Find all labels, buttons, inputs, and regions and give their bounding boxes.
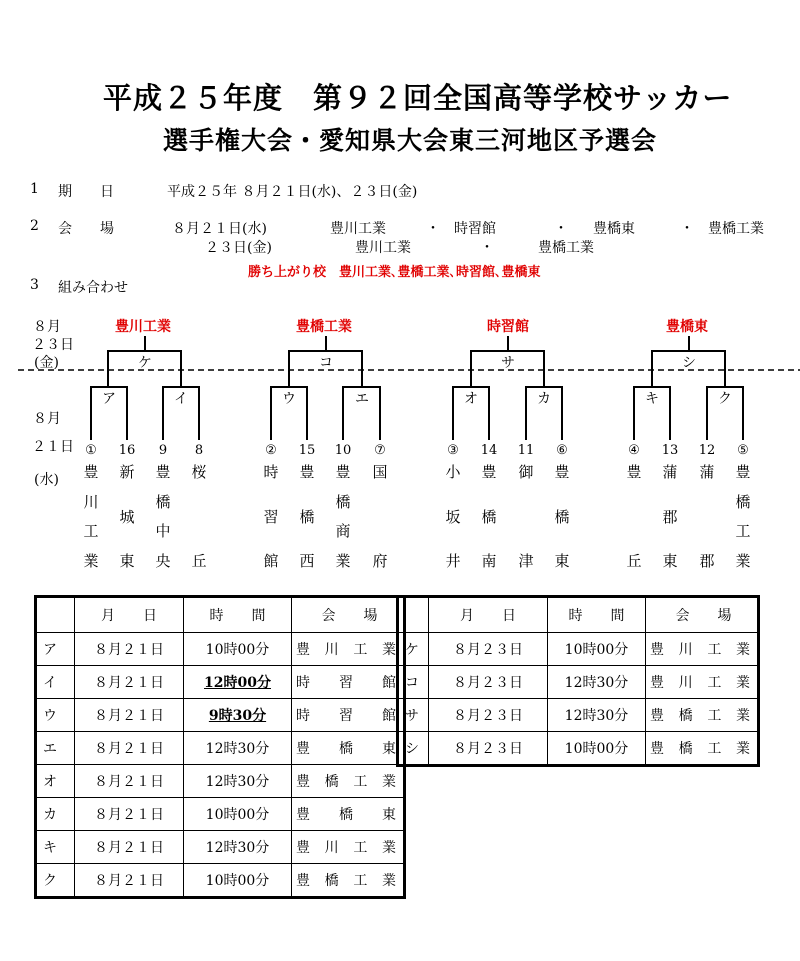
venue-char: 業 bbox=[735, 642, 750, 658]
venue-day1-site: 豊橋工業 bbox=[708, 221, 764, 237]
venue-char: 工 bbox=[353, 840, 368, 856]
team-seed: 13 bbox=[661, 443, 679, 458]
venue-char: 業 bbox=[381, 774, 396, 790]
period-value: 平成２５年 ８月２１日(水)、２３日(金) bbox=[167, 184, 418, 200]
venue-day2-site: 豊川工業 bbox=[355, 240, 411, 256]
venue-number: 2 bbox=[30, 218, 39, 234]
match-cell: エ bbox=[36, 732, 75, 765]
team-name-char: 南 bbox=[481, 552, 497, 570]
venue-char: 業 bbox=[735, 741, 750, 757]
venue-char: 業 bbox=[381, 840, 396, 856]
team-seed: ⑤ bbox=[737, 443, 749, 458]
team-name-char: 豊 bbox=[626, 463, 642, 481]
date-cell: ８月２３日 bbox=[429, 666, 548, 699]
match-label: ウ bbox=[282, 391, 296, 407]
venue-char: 川 bbox=[678, 675, 693, 691]
schedule-table-right bbox=[396, 595, 760, 767]
table-row bbox=[36, 831, 405, 864]
venue-cell bbox=[292, 732, 405, 765]
venue-char: 業 bbox=[381, 873, 396, 889]
venue-day2-date: ２３日(金) bbox=[205, 240, 272, 256]
venue-day1-date: ８月２１日(水) bbox=[172, 221, 267, 237]
team-name-char: 橋 bbox=[155, 493, 171, 511]
table-row bbox=[36, 765, 405, 798]
venue-separator: ・ bbox=[554, 221, 568, 237]
venue-char: 工 bbox=[353, 774, 368, 790]
period-number: 1 bbox=[30, 181, 39, 197]
match-cell: ケ bbox=[398, 633, 429, 666]
team-name-char: 桜 bbox=[191, 463, 207, 481]
team-name-char: 商 bbox=[335, 522, 351, 540]
team-name-char: 業 bbox=[83, 552, 99, 570]
team-name-char: 橋 bbox=[554, 508, 570, 526]
date-cell: ８月２１日 bbox=[75, 633, 184, 666]
venue-char: 豊 bbox=[296, 840, 310, 856]
venue-char: 工 bbox=[707, 642, 722, 658]
venue-char: 工 bbox=[353, 642, 368, 658]
team-seed: 11 bbox=[517, 443, 535, 458]
date-cell: ８月２１日 bbox=[75, 699, 184, 732]
match-cell: ア bbox=[36, 633, 75, 666]
bracket-winner: 豊橋工業 bbox=[296, 319, 352, 335]
team-seed: ⑦ bbox=[374, 443, 386, 458]
team-seed: 15 bbox=[298, 443, 316, 458]
team-seed: ⑥ bbox=[556, 443, 568, 458]
venue-char: 豊 bbox=[650, 741, 664, 757]
day2-day: ２３日 bbox=[32, 337, 74, 353]
day1-day: ２１日 bbox=[32, 439, 74, 455]
winners-note: 勝ち上がり校 豊川工業､豊橋工業､時習館､豊橋東 bbox=[248, 265, 541, 280]
time-cell: 10時00分 bbox=[184, 798, 292, 831]
match-label: ク bbox=[718, 391, 732, 407]
table-row bbox=[398, 699, 759, 732]
venue-char: 橋 bbox=[678, 708, 693, 724]
match-cell: ク bbox=[36, 864, 75, 898]
time-cell bbox=[184, 699, 292, 732]
venue-char: 工 bbox=[353, 873, 368, 889]
match-label: カ bbox=[537, 391, 551, 407]
team-name-char: 橋 bbox=[335, 493, 351, 511]
team-name-char: 工 bbox=[735, 522, 751, 540]
team-name-char: 坂 bbox=[445, 508, 461, 526]
venue-cell bbox=[292, 864, 405, 898]
team-name-char: 習 bbox=[263, 508, 279, 526]
header-cell: 時 間 bbox=[548, 597, 646, 633]
venue-char: 橋 bbox=[339, 807, 353, 823]
date-cell: ８月２１日 bbox=[75, 864, 184, 898]
header-cell: 会 場 bbox=[646, 597, 759, 633]
venue-char: 業 bbox=[735, 708, 750, 724]
day2-weekday: (金) bbox=[34, 355, 59, 371]
team-name-char: 蒲 bbox=[699, 463, 715, 481]
team-name-char: 丘 bbox=[626, 552, 642, 570]
team-name-char: 業 bbox=[735, 552, 751, 570]
team-name-char: 豊 bbox=[554, 463, 570, 481]
match-label: シ bbox=[682, 355, 696, 371]
venue-char: 橋 bbox=[678, 741, 693, 757]
venue-cell bbox=[646, 699, 759, 732]
team-name-char: 井 bbox=[445, 552, 461, 570]
venue-cell bbox=[292, 798, 405, 831]
team-name-char: 時 bbox=[263, 463, 279, 481]
team-seed: 12 bbox=[698, 443, 716, 458]
team-seed: 9 bbox=[158, 443, 168, 458]
team-name-char: 東 bbox=[554, 552, 570, 570]
time-cell: 10時00分 bbox=[184, 864, 292, 898]
venue-char: 工 bbox=[707, 741, 722, 757]
match-label: イ bbox=[174, 391, 188, 407]
team-name-char: 国 bbox=[372, 463, 388, 481]
time-emphasis: 12時00分 bbox=[204, 675, 271, 691]
match-cell: オ bbox=[36, 765, 75, 798]
match-cell: シ bbox=[398, 732, 429, 766]
venue-day1-site: 豊川工業 bbox=[330, 221, 386, 237]
date-cell: ８月２１日 bbox=[75, 798, 184, 831]
combo-number: 3 bbox=[30, 277, 39, 293]
schedule-table-left bbox=[34, 595, 406, 899]
team-name-char: 中 bbox=[155, 522, 171, 540]
venue-cell bbox=[646, 732, 759, 766]
match-label: コ bbox=[319, 355, 333, 371]
team-name-char: 西 bbox=[299, 552, 315, 570]
match-label: オ bbox=[464, 391, 478, 407]
team-name-char: 川 bbox=[83, 493, 99, 511]
time-cell: 12時30分 bbox=[184, 765, 292, 798]
time-cell bbox=[184, 666, 292, 699]
page-title: 平成２５年度 第９２回全国高等学校サッカー bbox=[103, 81, 733, 115]
match-label: エ bbox=[355, 391, 369, 407]
match-cell: カ bbox=[36, 798, 75, 831]
time-cell: 12時30分 bbox=[184, 831, 292, 864]
time-cell: 10時00分 bbox=[548, 732, 646, 766]
venue-char: 習 bbox=[339, 708, 353, 724]
venue-char: 東 bbox=[382, 807, 396, 823]
schedule-right-body bbox=[398, 633, 759, 766]
venue-char: 東 bbox=[382, 741, 396, 757]
match-label: キ bbox=[645, 391, 659, 407]
venue-separator: ・ bbox=[426, 221, 440, 237]
table-row bbox=[398, 732, 759, 766]
venue-char: 業 bbox=[735, 675, 750, 691]
venue-char: 工 bbox=[707, 675, 722, 691]
header-cell: 時 間 bbox=[184, 597, 292, 633]
venue-cell bbox=[292, 831, 405, 864]
venue-char: 豊 bbox=[296, 873, 310, 889]
match-label: サ bbox=[501, 355, 515, 371]
team-name-char: 豊 bbox=[735, 463, 751, 481]
team-name-char: 豊 bbox=[335, 463, 351, 481]
team-name-char: 御 bbox=[518, 463, 534, 481]
combo-label: 組み合わせ bbox=[58, 280, 128, 296]
table-header-row bbox=[398, 597, 759, 633]
match-cell: コ bbox=[398, 666, 429, 699]
venue-char: 橋 bbox=[324, 873, 339, 889]
venue-separator: ・ bbox=[680, 221, 694, 237]
day1-weekday: (水) bbox=[34, 472, 59, 488]
team-name-char: 新 bbox=[119, 463, 135, 481]
table-row bbox=[36, 666, 405, 699]
team-seed: 16 bbox=[118, 443, 136, 458]
venue-char: 豊 bbox=[296, 741, 310, 757]
time-cell: 12時30分 bbox=[548, 699, 646, 732]
team-name-char: 豊 bbox=[299, 463, 315, 481]
team-name-char: 蒲 bbox=[662, 463, 678, 481]
venue-cell bbox=[292, 699, 405, 732]
bracket-winner: 時習館 bbox=[487, 319, 529, 335]
venue-day1-site: 豊橋東 bbox=[593, 221, 635, 237]
header-cell: 会 場 bbox=[292, 597, 405, 633]
team-seed: 10 bbox=[334, 443, 352, 458]
table-row bbox=[36, 633, 405, 666]
day2-month: ８月 bbox=[33, 319, 61, 335]
team-name-char: 工 bbox=[83, 522, 99, 540]
venue-char: 時 bbox=[296, 675, 310, 691]
date-cell: ８月２１日 bbox=[75, 732, 184, 765]
team-name-char: 東 bbox=[119, 552, 135, 570]
table-row bbox=[36, 798, 405, 831]
page-subtitle: 選手権大会・愛知県大会東三河地区予選会 bbox=[163, 126, 658, 155]
venue-char: 工 bbox=[707, 708, 722, 724]
team-name-char: 館 bbox=[263, 552, 279, 570]
venue-char: 橋 bbox=[339, 741, 353, 757]
table-row bbox=[36, 699, 405, 732]
date-cell: ８月２１日 bbox=[75, 765, 184, 798]
table-row bbox=[398, 666, 759, 699]
time-cell: 12時30分 bbox=[548, 666, 646, 699]
table-row bbox=[36, 864, 405, 898]
match-label: ア bbox=[102, 391, 116, 407]
team-name-char: 業 bbox=[335, 552, 351, 570]
venue-char: 時 bbox=[296, 708, 310, 724]
venue-cell bbox=[646, 633, 759, 666]
table-header-row bbox=[36, 597, 405, 633]
header-cell: 月 日 bbox=[429, 597, 548, 633]
date-cell: ８月２３日 bbox=[429, 633, 548, 666]
team-seed: 8 bbox=[194, 443, 204, 458]
match-label: ケ bbox=[138, 355, 152, 371]
venue-char: 川 bbox=[324, 840, 339, 856]
venue-char: 豊 bbox=[650, 642, 664, 658]
venue-separator: ・ bbox=[480, 240, 494, 256]
table-row bbox=[398, 633, 759, 666]
venue-cell bbox=[646, 666, 759, 699]
team-name-char: 東 bbox=[662, 552, 678, 570]
period-label: 期 日 bbox=[58, 184, 114, 200]
time-cell: 12時30分 bbox=[184, 732, 292, 765]
venue-char: 館 bbox=[382, 708, 396, 724]
date-cell: ８月２３日 bbox=[429, 699, 548, 732]
bracket-winner: 豊橋東 bbox=[666, 319, 708, 335]
match-cell: ウ bbox=[36, 699, 75, 732]
team-name-char: 豊 bbox=[83, 463, 99, 481]
team-name-char: 郡 bbox=[699, 552, 715, 570]
venue-char: 川 bbox=[678, 642, 693, 658]
team-name-char: 府 bbox=[372, 552, 388, 570]
venue-char: 橋 bbox=[324, 774, 339, 790]
team-seed: ④ bbox=[628, 443, 640, 458]
venue-cell bbox=[292, 666, 405, 699]
match-cell: サ bbox=[398, 699, 429, 732]
venue-day1-site: 時習館 bbox=[454, 221, 496, 237]
team-name-char: 豊 bbox=[481, 463, 497, 481]
date-cell: ８月２１日 bbox=[75, 831, 184, 864]
team-name-char: 橋 bbox=[299, 508, 315, 526]
team-seed: ② bbox=[265, 443, 277, 458]
venue-cell bbox=[292, 633, 405, 666]
team-name-char: 橋 bbox=[481, 508, 497, 526]
venue-cell bbox=[292, 765, 405, 798]
team-name-char: 小 bbox=[445, 463, 461, 481]
table-row bbox=[36, 732, 405, 765]
venue-char: 業 bbox=[381, 642, 396, 658]
header-cell bbox=[398, 597, 429, 633]
time-emphasis: 9時30分 bbox=[208, 708, 267, 724]
venue-char: 豊 bbox=[650, 708, 664, 724]
header-cell: 月 日 bbox=[75, 597, 184, 633]
venue-day2-site: 豊橋工業 bbox=[538, 240, 594, 256]
team-name-char: 丘 bbox=[191, 552, 207, 570]
header-cell bbox=[36, 597, 75, 633]
venue-char: 豊 bbox=[296, 642, 310, 658]
time-cell: 10時00分 bbox=[184, 633, 292, 666]
team-name-char: 城 bbox=[119, 508, 135, 526]
date-cell: ８月２３日 bbox=[429, 732, 548, 766]
bracket-winner: 豊川工業 bbox=[115, 319, 171, 335]
team-name-char: 豊 bbox=[155, 463, 171, 481]
team-seed: ③ bbox=[447, 443, 459, 458]
venue-char: 豊 bbox=[296, 807, 310, 823]
schedule-left-body bbox=[36, 633, 405, 898]
day1-month: ８月 bbox=[33, 411, 61, 427]
venue-char: 館 bbox=[382, 675, 396, 691]
team-name-char: 郡 bbox=[662, 508, 678, 526]
venue-char: 川 bbox=[324, 642, 339, 658]
venue-char: 豊 bbox=[650, 675, 664, 691]
venue-char: 豊 bbox=[296, 774, 310, 790]
team-seed: 14 bbox=[480, 443, 498, 458]
team-name-char: 橋 bbox=[735, 493, 751, 511]
team-name-char: 央 bbox=[155, 552, 171, 570]
team-name-char: 津 bbox=[518, 552, 534, 570]
venue-char: 習 bbox=[339, 675, 353, 691]
venue-label: 会 場 bbox=[58, 221, 114, 237]
match-cell: イ bbox=[36, 666, 75, 699]
match-cell: キ bbox=[36, 831, 75, 864]
team-seed: ① bbox=[85, 443, 97, 458]
date-cell: ８月２１日 bbox=[75, 666, 184, 699]
time-cell: 10時00分 bbox=[548, 633, 646, 666]
